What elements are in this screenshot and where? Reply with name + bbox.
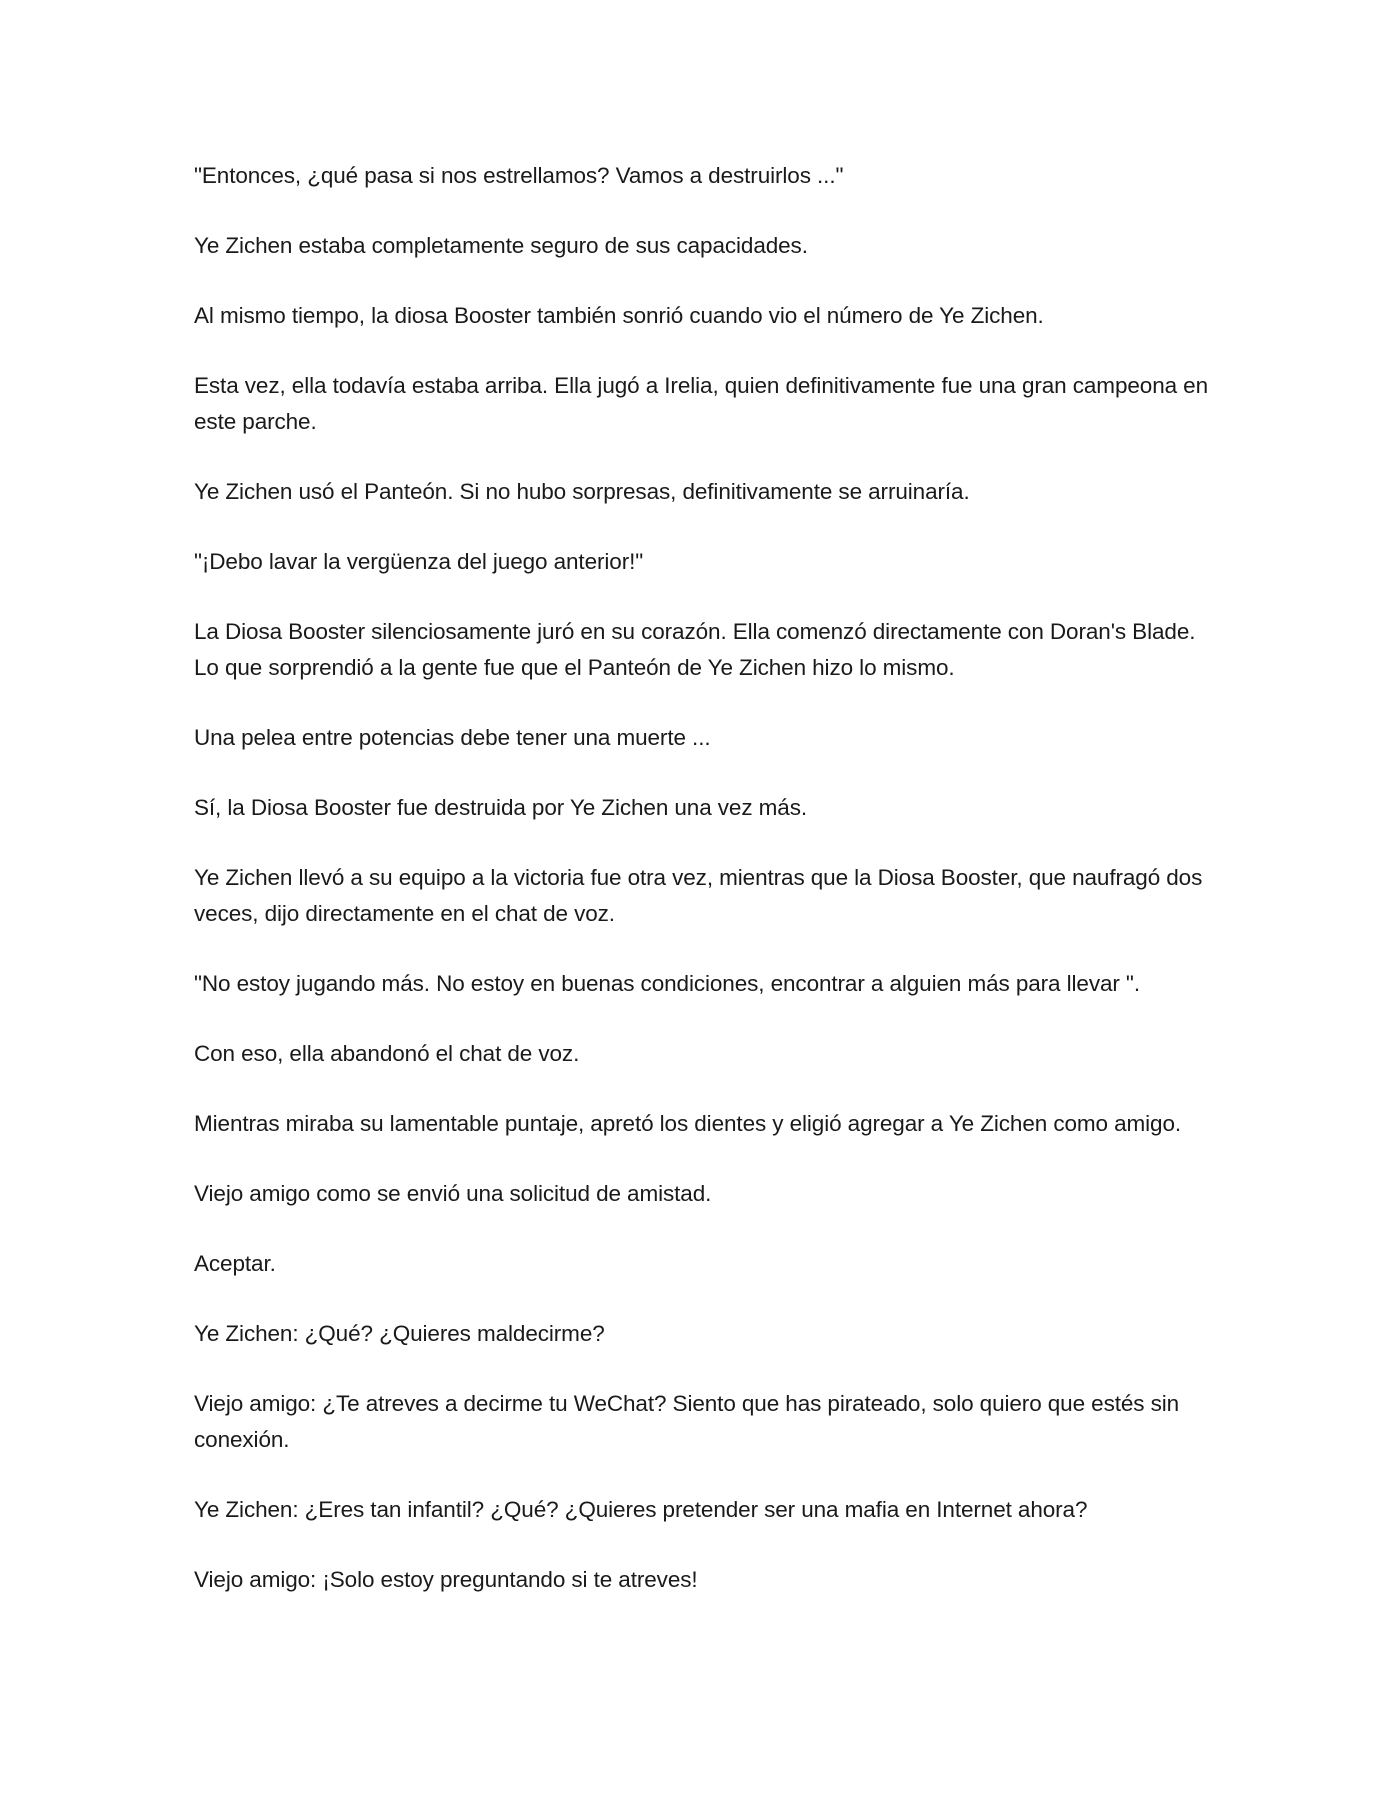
paragraph: Viejo amigo como se envió una solicitud de amistad. [194, 1181, 712, 1206]
paragraph: Ye Zichen: ¿Eres tan infantil? ¿Qué? ¿Quieres pretender ser una mafia en Internet ahora? [194, 1497, 1088, 1522]
paragraph: Con eso, ella abandonó el chat de voz. [194, 1041, 580, 1066]
paragraph: Ye Zichen estaba completamente seguro de sus capacidades. [194, 233, 808, 258]
paragraph: Ye Zichen llevó a su equipo a la victoria fue otra vez, mientras que la Diosa Booster, que naufragó dos veces, dijo directamente en el chat de voz. [194, 865, 1203, 926]
paragraph: Una pelea entre potencias debe tener una muerte ... [194, 725, 711, 750]
paragraph: La Diosa Booster silenciosamente juró en su corazón. Ella comenzó directamente con Doran's Blade. Lo que sorprendió a la gente fue que el Panteón de Ye Zichen hizo lo mismo. [194, 619, 1196, 680]
paragraph: Aceptar. [194, 1251, 276, 1276]
paragraph: Al mismo tiempo, la diosa Booster también sonrió cuando vio el número de Ye Zichen. [194, 303, 1044, 328]
paragraph: "¡Debo lavar la vergüenza del juego anterior!" [194, 549, 644, 574]
paragraph: Ye Zichen usó el Panteón. Si no hubo sorpresas, definitivamente se arruinaría. [194, 479, 970, 504]
paragraph: Viejo amigo: ¡Solo estoy preguntando si te atreves! [194, 1567, 698, 1592]
paragraph: "Entonces, ¿qué pasa si nos estrellamos? Vamos a destruirlos ..." [194, 163, 844, 188]
paragraph: Viejo amigo: ¿Te atreves a decirme tu WeChat? Siento que has pirateado, solo quiero que estés sin conexión. [194, 1391, 1180, 1452]
paragraph: Mientras miraba su lamentable puntaje, apretó los dientes y eligió agregar a Ye Zichen como amigo. [194, 1111, 1182, 1136]
paragraph: Esta vez, ella todavía estaba arriba. Ella jugó a Irelia, quien definitivamente fue una gran campeona en este parche. [194, 373, 1208, 434]
document-body [194, 158, 1214, 1632]
paragraph: Ye Zichen: ¿Qué? ¿Quieres maldecirme? [194, 1321, 605, 1346]
paragraph: Sí, la Diosa Booster fue destruida por Ye Zichen una vez más. [194, 795, 808, 820]
paragraph: "No estoy jugando más. No estoy en buenas condiciones, encontrar a alguien más para llevar ". [194, 971, 1140, 996]
